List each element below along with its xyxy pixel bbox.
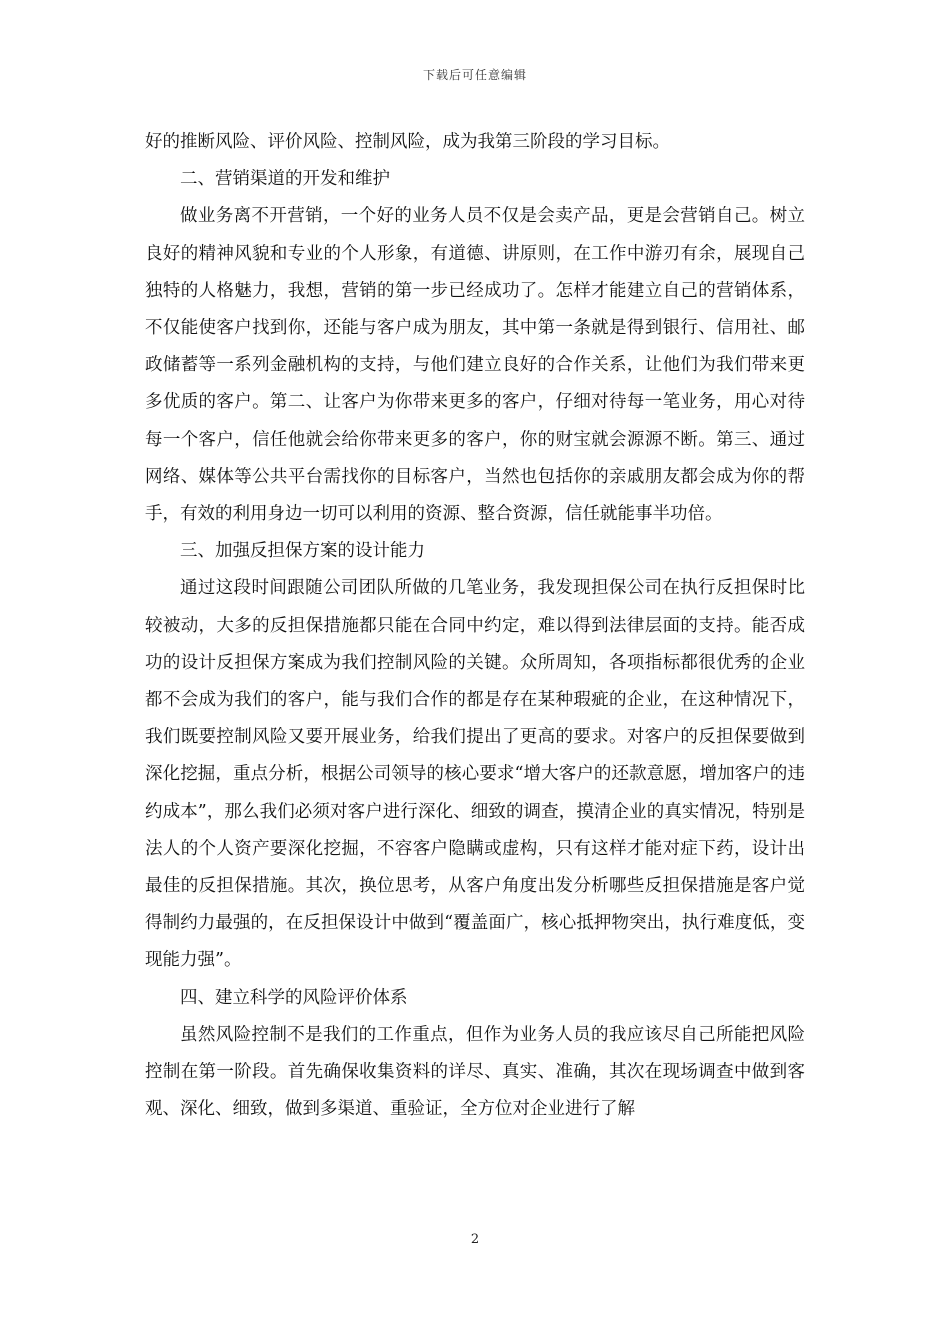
section-heading-2: 二、营销渠道的开发和维护 [180,169,390,190]
document-body [145,124,805,1128]
paragraph-continuation: 好的推断风险、评价风险、控制风险，成为我第三阶段的学习目标。 [145,132,670,152]
section-heading-3: 三、加强反担保方案的设计能力 [180,541,425,562]
paragraph-marketing: 做业务离不开营销，一个好的业务人员不仅是会卖产品，更是会营销自己。树立良好的精神风貌和专业的个人形象，有道德、讲原则，在工作中游刃有余，展现自己独特的人格魅力，我想，营销的第一步已经成功了。怎样才能建立自己的营销体系，不仅能使客户找到你，还能与客户成为朋友，其中第一条就是得到银行、信用社、邮政储蓄等一系列金融机构的支持，与他们建立良好的合作关系，让他们为我们带来更多优质的客户。第二、让客户为你带来更多的客户，仔细对待每一笔业务，用心对待每一个客户，信任他就会给你带来更多的客户，你的财宝就会源源不断。第三、通过网络、媒体等公共平台需找你的目标客户，当然也包括你的亲戚朋友都会成为你的帮手，有效的利用身边一切可以利用的资源、整合资源，信任就能事半功倍。 [145,206,805,525]
page-number: 2 [470,1232,480,1247]
paragraph-counter-guarantee: 通过这段时间跟随公司团队所做的几笔业务，我发现担保公司在执行反担保时比较被动，大多的反担保措施都只能在合同中约定，难以得到法律层面的支持。能否成功的设计反担保方案成为我们控制风险的关键。众所周知，各项指标都很优秀的企业都不会成为我们的客户，能与我们合作的都是存在某种瑕疵的企业，在这种情况下，我们既要控制风险又要开展业务，给我们提出了更高的要求。对客户的反担保要做到深化挖掘，重点分析，根据公司领导的核心要求“增大客户的还款意愿，增加客户的违约成本”，那么我们必须对客户进行深化、细致的调查，摸清企业的真实情况，特别是法人的个人资产要深化挖掘，不容客户隐瞒或虚构，只有这样才能对症下药，设计出最佳的反担保措施。其次，换位思考，从客户角度出发分析哪些反担保措施是客户觉得制约力最强的，在反担保设计中做到“覆盖面广，核心抵押物突出，执行难度低，变现能力强”。 [145,578,805,971]
paragraph-risk-evaluation: 虽然风险控制不是我们的工作重点，但作为业务人员的我应该尽自己所能把风险控制在第一阶段。首先确保收集资料的详尽、真实、准确，其次在现场调查中做到客观、深化、细致，做到多渠道、重验证，全方位对企业进行了解 [145,1024,805,1120]
header-note: 下载后可任意编辑 [422,68,527,82]
section-heading-4: 四、建立科学的风险评价体系 [180,987,408,1008]
